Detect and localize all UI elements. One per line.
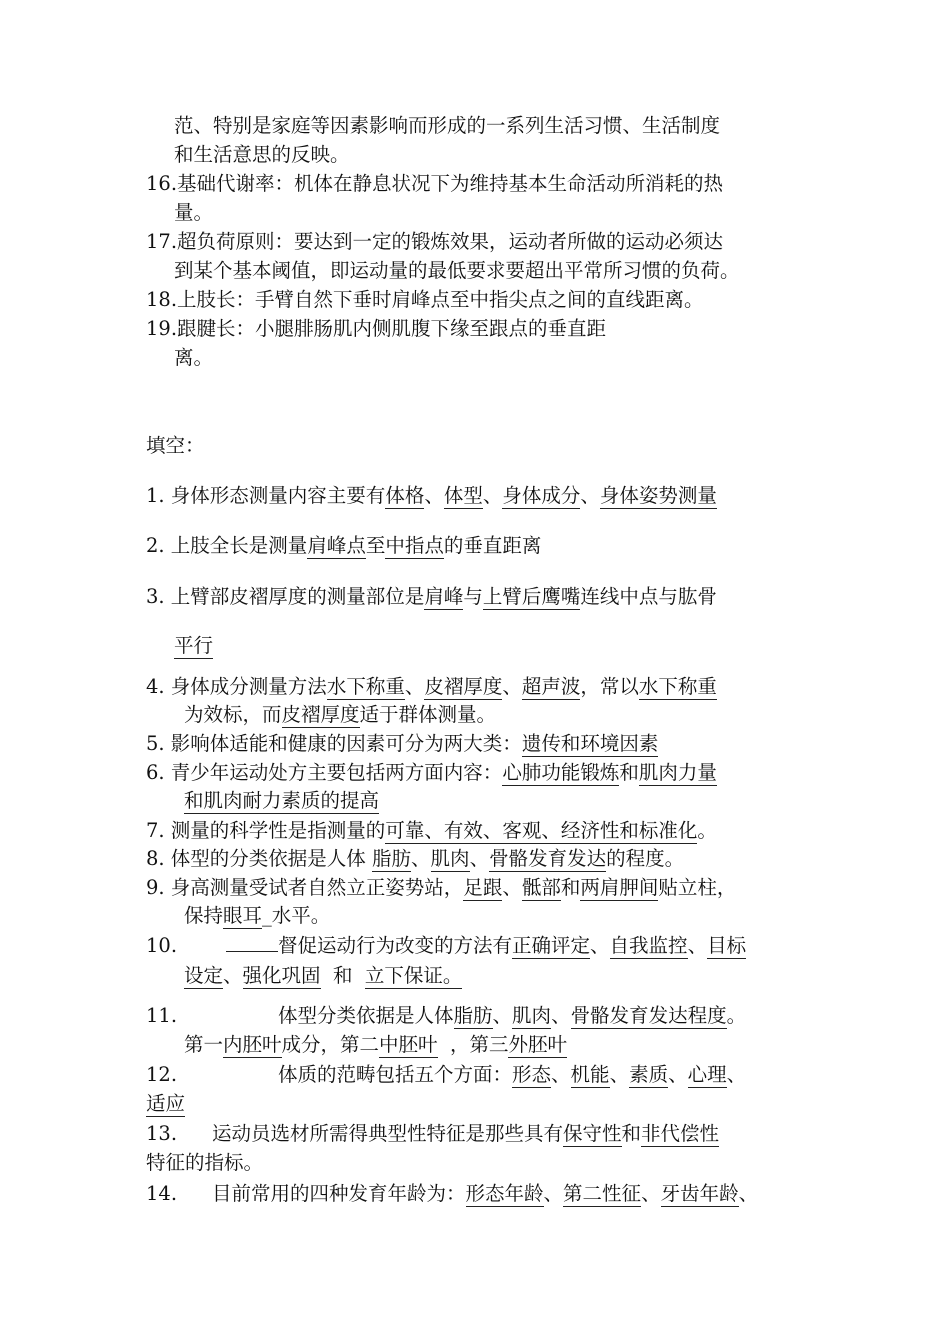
answer-blank: 强化巩固 (242, 964, 321, 987)
answer-blank: 保守性 (563, 1122, 622, 1145)
answer-blank: 肌肉力量 (638, 761, 717, 784)
answer-blank: 心理 (687, 1063, 727, 1086)
question-14-number: 14. (146, 1182, 178, 1205)
definition-18: 18.上肢长：手臂自然下垂时肩峰点至中指尖点之间的直线距离。 (146, 288, 704, 311)
definition-17-line1: 17.超负荷原则：要达到一定的锻炼效果，运动者所做的运动必须达 (146, 230, 724, 253)
question-11-line2: 第一内胚叶成分，第二中胚叶 ，第三外胚叶 (184, 1033, 567, 1056)
answer-blank: 超声波 (521, 675, 581, 698)
question-13: 运动员选材所需得典型性特征是那些具有保守性和非代偿性 (212, 1122, 720, 1145)
question-10-number: 10. (146, 934, 178, 957)
answer-blank: 内胚叶 (223, 1033, 282, 1056)
answer-blank: 第二性征 (563, 1182, 642, 1205)
answer-blank: 立下保证。 (364, 964, 463, 987)
answer-blank: 体格 (385, 484, 425, 507)
answer-blank: 骨骼发育发达程度 (570, 1004, 727, 1027)
question-3: 3. 上臂部皮褶厚度的测量部位是肩峰与上臂后鹰嘴连线中点与肱骨 (146, 585, 717, 608)
answer-blank: 肩峰点 (307, 534, 366, 557)
definition-15-continued-line2: 和生活意思的反映。 (174, 143, 350, 166)
answer-blank: 形态年龄 (465, 1182, 544, 1205)
definition-17-line2: 到某个基本阈值，即运动量的最低要求要超出平常所习惯的负荷。 (174, 259, 740, 282)
answer-blank: 皮褶厚度 (281, 703, 360, 726)
answer-blank: 两肩胛间 (580, 876, 659, 899)
answer-blank: 中胚叶 (379, 1033, 438, 1056)
question-12-number: 12. (146, 1063, 178, 1086)
question-13-line2: 特征的指标。 (146, 1151, 264, 1174)
question-12: 体质的范畴包括五个方面：形态、机能、素质、心理、 (278, 1063, 747, 1086)
question-10: 督促运动行为改变的方法有正确评定、自我监控、目标 (226, 932, 746, 960)
section-title-fill-in: 填空： (146, 434, 205, 457)
answer-blank: 可靠、有效、客观、经济性和标准化 (385, 819, 698, 842)
answer-blank: 外胚叶 (508, 1033, 567, 1056)
question-5: 5. 影响体适能和健康的因素可分为两大类：遗传和环境因素 (146, 732, 659, 755)
answer-blank: 目标 (707, 934, 747, 957)
question-10-line2: 设定、强化巩固 和 立下保证。 (184, 964, 463, 987)
answer-blank: 平行 (174, 634, 214, 657)
answer-blank: 素质 (629, 1063, 669, 1086)
answer-blank: 足跟 (463, 876, 503, 899)
answer-blank: 肌肉 (430, 847, 470, 870)
question-8: 8. 体型的分类依据是人体 脂肪、肌肉、骨骼发育发达的程度。 (146, 847, 685, 870)
answer-blank: 设定 (184, 964, 224, 987)
answer-blank: 和肌肉耐力素质的提高 (184, 789, 380, 812)
answer-blank: 心肺功能锻炼 (502, 761, 620, 784)
answer-blank: 自我监控 (609, 934, 688, 957)
definition-19-line2: 离。 (174, 346, 214, 369)
question-9-line2: 保持眼耳_水平。 (184, 904, 331, 927)
answer-blank: 遗传和环境因素 (521, 732, 659, 755)
question-6-line2 (184, 787, 379, 815)
answer-blank: 肌肉 (512, 1004, 552, 1027)
answer-blank: 非代偿性 (641, 1122, 720, 1145)
answer-blank: 骶部 (521, 876, 561, 899)
question-11: 体型分类依据是人体脂肪、肌肉、骨骼发育发达程度。 (278, 1004, 747, 1027)
answer-blank: 骨骼发育发达 (489, 847, 607, 870)
question-4: 4. 身体成分测量方法水下称重、皮褶厚度、超声波，常以水下称重 (146, 675, 717, 698)
answer-blank-empty (226, 932, 278, 952)
definition-19-line1: 19.跟腱长：小腿腓肠肌内侧肌腹下缘至跟点的垂直距 (146, 317, 607, 340)
answer-blank: 形态 (512, 1063, 552, 1086)
question-11-number: 11. (146, 1004, 178, 1027)
answer-blank: 中指点 (385, 534, 444, 557)
question-12-line2 (146, 1090, 185, 1118)
answer-blank: 脂肪 (372, 847, 412, 870)
question-7: 7. 测量的科学性是指测量的可靠、有效、客观、经济性和标准化。 (146, 819, 717, 842)
definition-16-line1: 16.基础代谢率：机体在静息状况下为维持基本生命活动所消耗的热 (146, 172, 724, 195)
definition-16-line2: 量。 (174, 201, 214, 224)
question-9: 9. 身高测量受试者自然立正姿势站，足跟、骶部和两肩胛间贴立柱， (146, 876, 737, 899)
question-13-number: 13. (146, 1122, 178, 1145)
question-14: 目前常用的四种发育年龄为：形态年龄、第二性征、牙齿年龄、 (212, 1182, 759, 1205)
question-1: 1. 身体形态测量内容主要有体格、体型、身体成分、身体姿势测量 (146, 484, 717, 507)
answer-blank: 牙齿年龄 (660, 1182, 739, 1205)
answer-blank: 身体成分 (502, 484, 581, 507)
answer-blank: 身体姿势测量 (599, 484, 717, 507)
question-6: 6. 青少年运动处方主要包括两方面内容：心肺功能锻炼和肌肉力量 (146, 761, 717, 784)
question-3-line2 (174, 632, 213, 660)
answer-blank: 适应 (146, 1092, 186, 1115)
question-2: 2. 上肢全长是测量肩峰点至中指点的垂直距离 (146, 534, 542, 557)
answer-blank: 机能 (570, 1063, 610, 1086)
answer-blank: 肩峰 (424, 585, 464, 608)
answer-blank: 皮褶厚度 (424, 675, 503, 698)
answer-blank: 脂肪 (453, 1004, 493, 1027)
answer-blank: 体型 (443, 484, 483, 507)
answer-blank: 眼耳 (223, 904, 263, 927)
answer-blank: 上臂后鹰嘴 (482, 585, 581, 608)
answer-blank: 水下称重 (326, 675, 405, 698)
answer-blank: 水下称重 (638, 675, 717, 698)
question-4-line2: 为效标，而皮褶厚度适于群体测量。 (184, 703, 497, 726)
definition-15-continued-line1: 范、特别是家庭等因素影响而形成的一系列生活习惯、生活制度 (174, 114, 721, 137)
answer-blank: 正确评定 (512, 934, 591, 957)
